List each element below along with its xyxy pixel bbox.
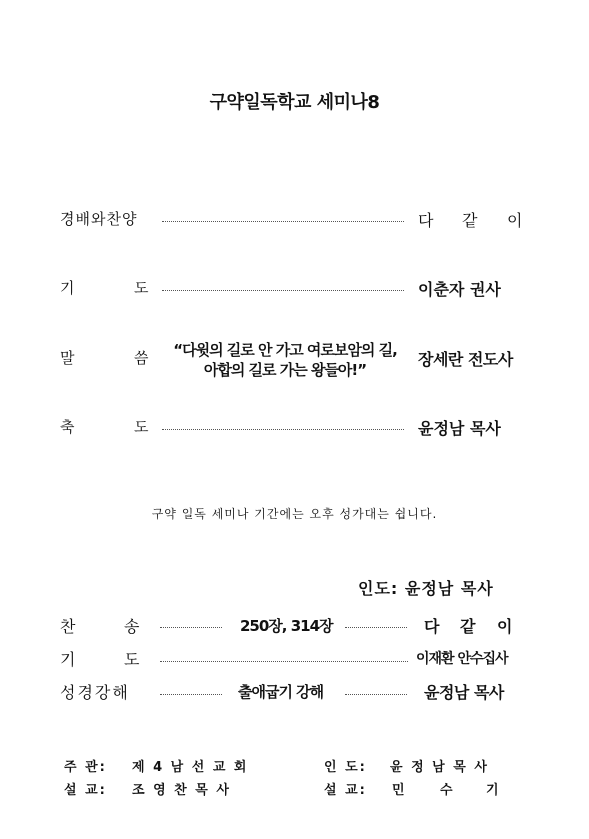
prayer-label-1: 기 [60,279,75,297]
sermon-title [160,340,410,380]
dotted-leader [162,221,404,222]
hymn-label-1: 찬 [60,617,76,636]
benediction-leader: 윤정남 목사 [418,419,501,438]
bible-label: 성경강해 [60,683,130,702]
host-label: 주 관: [64,760,107,775]
worship-label: 경배와찬양 [60,210,138,228]
sermon-title-line1: “다윗의 길로 안 가고 여로보암의 길, [173,341,397,359]
preacher2-label: 설 교: [324,783,367,798]
preacher2-value-1: 민 [392,783,407,798]
dotted-leader [160,694,222,695]
hymn-numbers: 250장, 314장 [240,617,333,635]
benediction-label-1: 축 [60,418,75,436]
leader-label: 인 도: [324,760,367,775]
dotted-leader [345,694,407,695]
sermon-label-2: 씀 [134,349,149,367]
worship-leader-1: 다 [418,211,434,230]
dotted-leader [160,627,222,628]
preacher2-value-2: 수 [440,783,455,798]
hymn-leader-1: 다 [424,617,440,636]
page-title: 구약일독학교 세미나8 [209,92,380,113]
notice-text: 구약 일독 세미나 기간에는 오후 성가대는 쉽니다. [151,507,438,521]
dotted-leader [345,627,407,628]
preacher1-label: 설 교: [64,783,107,798]
leader-value: 윤 정 남 목 사 [390,760,489,775]
prayer2-label-2: 도 [124,650,140,669]
worship-leader-3: 이 [507,211,523,230]
bible-book: 출애굽기 강해 [238,683,324,701]
host-value: 제 4 남 선 교 회 [132,760,249,775]
dotted-leader [162,290,404,291]
hymn-leader-3: 이 [497,617,513,636]
hymn-label-2: 송 [124,617,140,636]
sermon-preacher: 장세란 전도사 [418,350,513,369]
benediction-label-2: 도 [134,418,149,436]
worship-leader-2: 같 [462,211,478,230]
prayer-label-2: 도 [134,279,149,297]
prayer-leader: 이춘자 권사 [418,280,501,299]
hymn-leader-2: 같 [460,617,476,636]
bible-leader: 윤정남 목사 [424,683,504,702]
prayer2-label-1: 기 [60,650,76,669]
dotted-leader [160,661,408,662]
preacher1-value: 조 영 찬 목 사 [132,783,231,798]
seminar-leader: 인도: 윤정남 목사 [358,579,494,598]
dotted-leader [162,429,404,430]
prayer2-leader: 이재환 안수집사 [416,651,508,667]
sermon-label-1: 말 [60,349,75,367]
preacher2-value-3: 기 [486,783,501,798]
sermon-title-line2: 아합의 길로 가는 왕들아!” [203,361,367,379]
